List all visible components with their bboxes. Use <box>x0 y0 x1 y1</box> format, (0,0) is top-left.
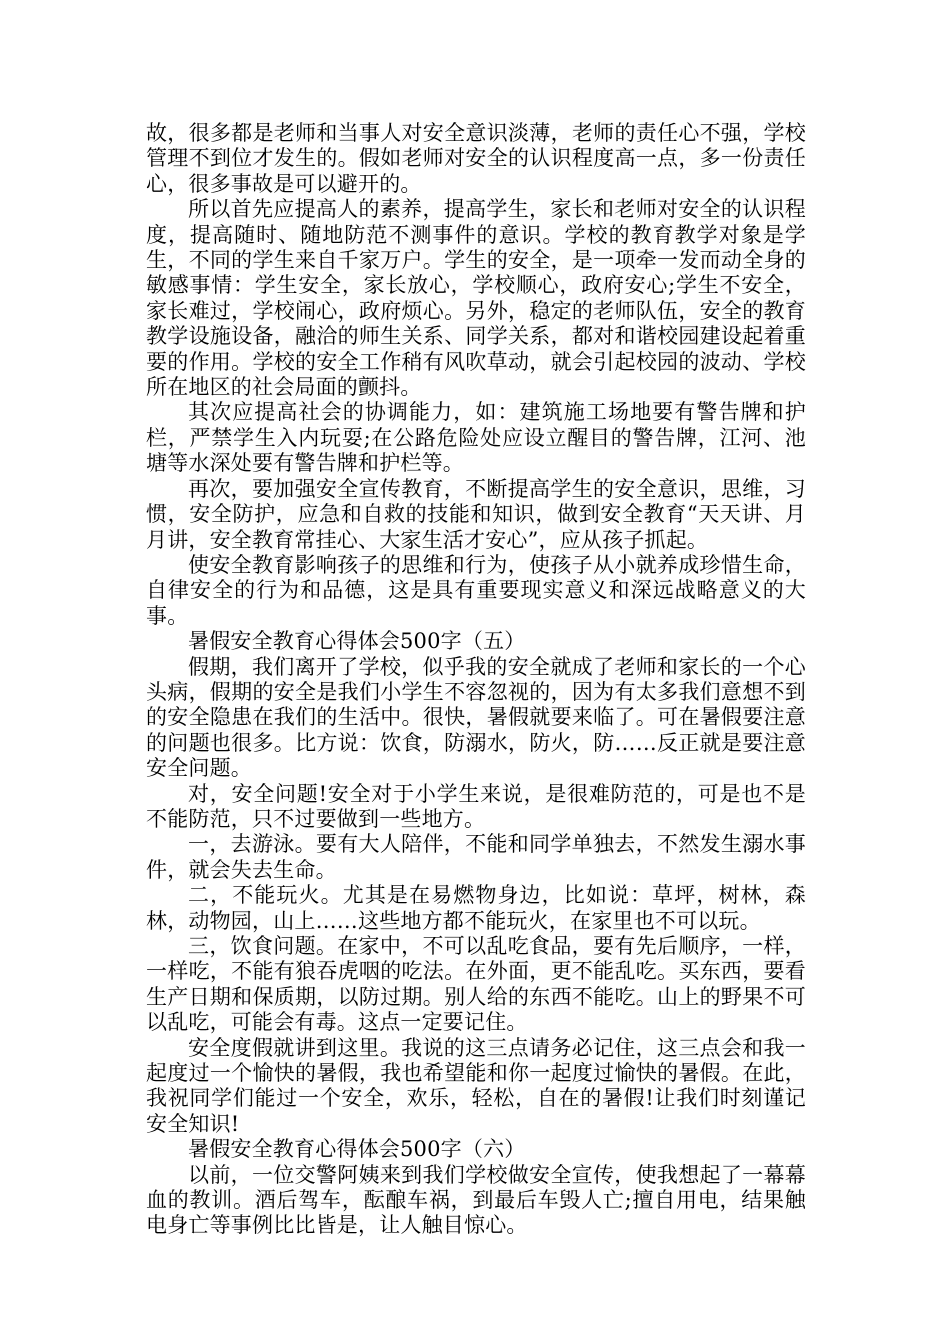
section-heading-6: 暑假安全教育心得体会500字（六） <box>188 1137 526 1162</box>
section-heading-5: 暑假安全教育心得体会500字（五） <box>188 629 526 654</box>
document-body <box>146 121 806 1239</box>
paragraph-3: 其次应提高社会的协调能力，如：建筑施工场地要有警告牌和护栏，严禁学生入内玩耍;在公路危险处应设立醒目的警告牌，江河、池塘等水深处要有警告牌和护栏等。 <box>146 400 806 476</box>
paragraph-8: 对，安全问题!安全对于小学生来说，是很难防范的，可是也不是不能防范，只不过要做到一些地方。 <box>146 781 806 831</box>
paragraph-9: 一，去游泳。要有大人陪伴，不能和同学单独去，不然发生溺水事件，就会失去生命。 <box>146 832 806 882</box>
paragraph-10: 二，不能玩火。尤其是在易燃物身边，比如说：草坪，树林，森林，动物园，山上……这些地方都不能玩火，在家里也不可以玩。 <box>146 883 806 933</box>
paragraph-5: 使安全教育影响孩子的思维和行为，使孩子从小就养成珍惜生命，自律安全的行为和品德，这是具有重要现实意义和深远战略意义的大事。 <box>146 552 806 628</box>
paragraph-7: 假期，我们离开了学校，似乎我的安全就成了老师和家长的一个心头病，假期的安全是我们小学生不容忽视的，因为有太多我们意想不到的安全隐患在我们的生活中。很快，暑假就要来临了。可在暑假要注意的问题也很多。比方说：饮食，防溺水，防火，防……反正就是要注意安全问题。 <box>146 654 806 781</box>
paragraph-4: 再次，要加强安全宣传教育，不断提高学生的安全意识，思维，习惯，安全防护，应急和自救的技能和知识，做到安全教育“天天讲、月月讲，安全教育常挂心、大家生活才安心”，应从孩子抓起。 <box>146 476 806 552</box>
paragraph-12: 安全度假就讲到这里。我说的这三点请务必记住，这三点会和我一起度过一个愉快的暑假，我也希望能和你一起度过愉快的暑假。在此，我祝同学们能过一个安全，欢乐，轻松，自在的暑假!让我们时刻谨记安全知识! <box>146 1035 806 1136</box>
paragraph-14: 以前，一位交警阿姨来到我们学校做安全宣传，使我想起了一幕幕血的教训。酒后驾车，酝酿车祸，到最后车毁人亡;擅自用电，结果触电身亡等事例比比皆是，让人触目惊心。 <box>146 1162 806 1238</box>
paragraph-11: 三，饮食问题。在家中，不可以乱吃食品，要有先后顺序，一样，一样吃，不能有狼吞虎咽的吃法。在外面，更不能乱吃。买东西，要看生产日期和保质期，以防过期。别人给的东西不能吃。山上的野果不可以乱吃，可能会有毒。这点一定要记住。 <box>146 934 806 1035</box>
paragraph-2: 所以首先应提高人的素养，提高学生，家长和老师对安全的认识程度，提高随时、随地防范不测事件的意识。学校的教育教学对象是学生，不同的学生来自千家万户。学生的安全，是一项牵一发而动全身的敏感事情：学生安全，家长放心，学校顺心，政府安心;学生不安全，家长难过，学校闹心，政府烦心。另外，稳定的老师队伍，安全的教育教学设施设备，融洽的师生关系、同学关系，都对和谐校园建设起着重要的作用。学校的安全工作稍有风吹草动，就会引起校园的波动、学校所在地区的社会局面的颤抖。 <box>146 197 806 400</box>
paragraph-1: 故，很多都是老师和当事人对安全意识淡薄，老师的责任心不强，学校管理不到位才发生的。假如老师对安全的认识程度高一点，多一份责任心，很多事故是可以避开的。 <box>146 121 806 196</box>
